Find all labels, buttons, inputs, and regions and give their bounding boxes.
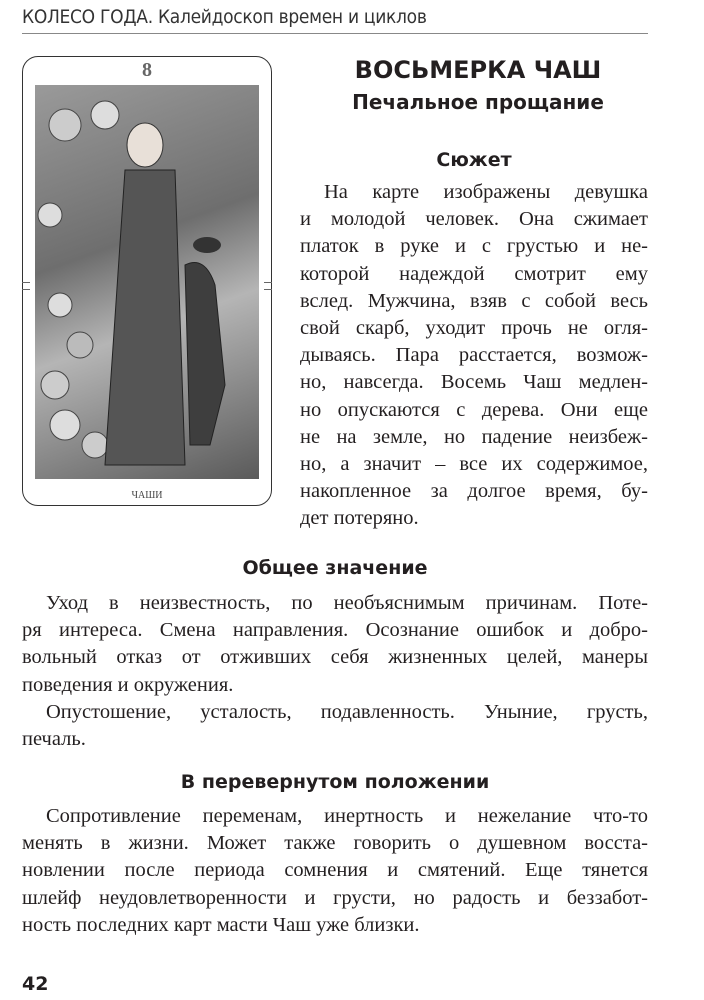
tarot-card-image — [22, 56, 272, 506]
text-line: свой скарб, уходит прочь не огля- — [300, 317, 648, 340]
running-header: КОЛЕСО ГОДА. Калейдоскоп времен и циклов — [22, 6, 427, 28]
page-number: 42 — [22, 973, 49, 995]
text-line: шлейф неудовлетворенности и грусти, но радость и беззабот- — [22, 886, 648, 909]
text-line: Опустошение, усталость, подавленность. Уныние, грусть, — [46, 701, 648, 723]
text-line: Сопротивление переменам, инертность и нежелание что-то — [46, 805, 648, 827]
general-paragraph-2 — [22, 699, 648, 753]
section-heading-reversed: В перевернутом положении — [180, 771, 490, 793]
text-line: печаль. — [22, 728, 86, 751]
text-line: ность последних карт масти Чаш уже близки. — [22, 913, 420, 936]
plot-paragraph — [300, 179, 648, 533]
card-side-mark — [22, 282, 30, 290]
text-line: ря интереса. Смена направления. Осознание ошибок и добро- — [22, 619, 648, 642]
text-line: менять в жизни. Может также говорить о душевном восста- — [22, 832, 648, 855]
text-line: накопленное за долгое время, бу- — [300, 480, 648, 503]
text-line: платок в руке и с грустью и не- — [300, 235, 648, 258]
header-rule — [22, 33, 648, 34]
text-line: вслед. Мужчина, взяв с собой весь — [300, 289, 648, 312]
card-illustration — [35, 85, 259, 479]
card-caption: ЧАШИ — [131, 490, 163, 501]
text-line: новлении после периода сомнения и смятений. Еще тянется — [22, 859, 648, 882]
page-title: ВОСЬМЕРКА ЧАШ — [354, 56, 602, 84]
text-line: поведения и окружения. — [22, 673, 234, 696]
text-line: дет потеряно. — [300, 507, 419, 530]
text-line: но, навсегда. Восемь Чаш медлен- — [300, 371, 648, 394]
reversed-paragraph — [22, 803, 648, 939]
text-line: Уход в неизвестность, по необъяснимым причинам. Поте- — [46, 592, 648, 614]
page-subtitle: Печальное прощание — [352, 90, 604, 114]
section-heading-general: Общее значение — [242, 557, 428, 579]
text-line: вольный отказ от отживших себя жизненных целей, манеры — [22, 646, 648, 669]
text-line: которой надеждой смотрит ему — [300, 262, 648, 285]
text-line: но опускаются с дерева. Они еще — [300, 398, 648, 421]
text-line: На карте изображены девушка — [324, 181, 648, 203]
card-number: 8 — [142, 59, 152, 81]
general-paragraph — [22, 590, 648, 699]
text-line: не на земле, но падение неизбеж- — [300, 425, 648, 448]
section-heading-plot: Сюжет — [436, 149, 512, 171]
text-line: дываясь. Пара расстается, возмож- — [300, 344, 648, 367]
card-side-mark — [264, 282, 272, 290]
text-line: но, а значит – все их содержимое, — [300, 453, 648, 476]
text-line: и молодой человек. Она сжимает — [300, 208, 648, 231]
